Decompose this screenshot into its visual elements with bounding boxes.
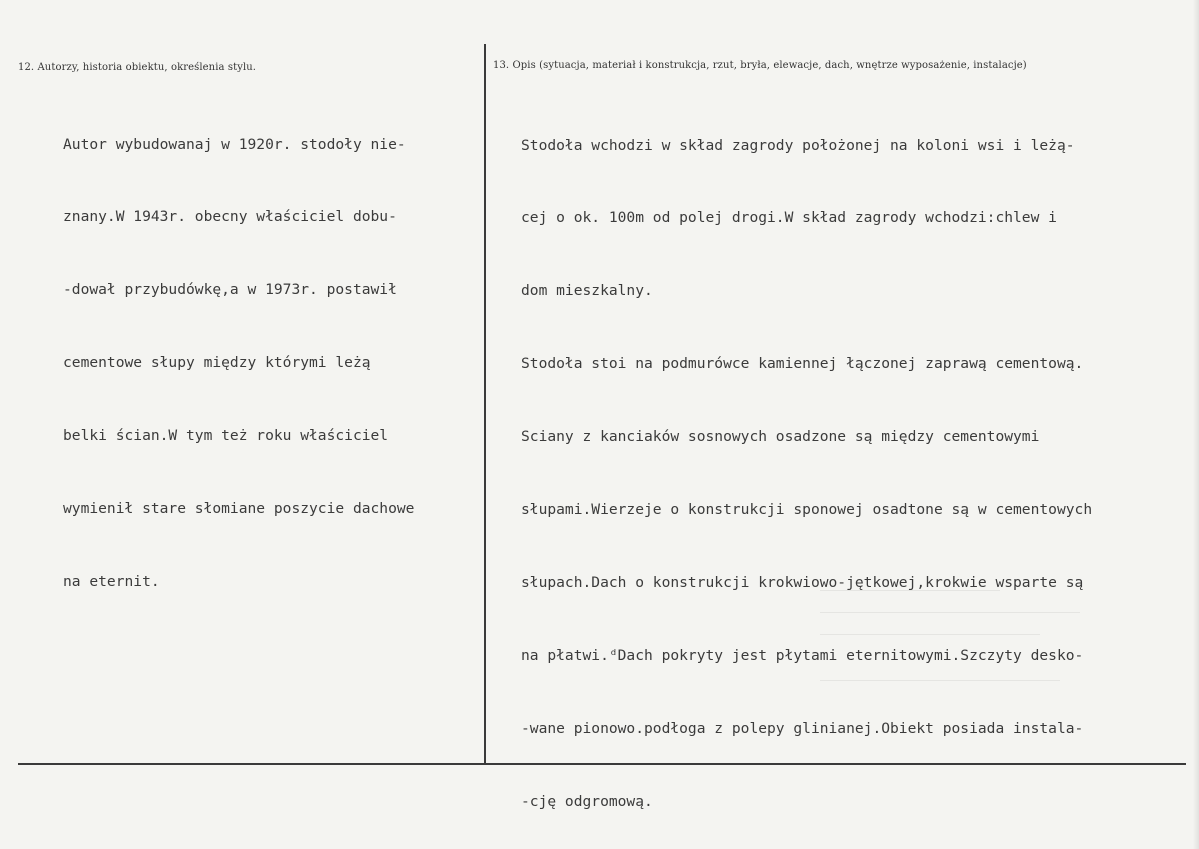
text-line: cementowe słupy między którymi leżą [63, 354, 371, 372]
text-line: Autor wybudowanaj w 1920r. stodoły nie- [63, 135, 406, 153]
column-divider [484, 44, 486, 764]
text-line: na eternit. [63, 572, 160, 590]
text-line: Stodoła wchodzi w skład zagrody położonej na koloni wsi i leżą- [521, 136, 1075, 154]
text-line: na płatwi.ᵈDach pokryty jest płytami eternitowymi.Szczyty desko- [521, 646, 1084, 664]
text-line: Stodoła stoi na podmurówce kamiennej łączonej zaprawą cementową. [521, 355, 1084, 373]
section-12-heading: 12. Autorzy, historia obiektu, określenia stylu. [18, 62, 257, 73]
card-edge-shadow [1193, 0, 1199, 849]
text-line: -cję odgromową. [521, 792, 653, 810]
text-line: dom mieszkalny. [521, 282, 653, 300]
text-line: belki ścian.W tym też roku właściciel [63, 427, 389, 445]
section-13-heading: 13. Opis (sytuacja, materiał i konstrukcja, rzut, bryła, elewacje, dach, wnętrze wyposażenie, instalacje) [493, 60, 1027, 71]
section-12-text [63, 84, 414, 643]
text-line: znany.W 1943r. obecny właściciel dobu- [63, 208, 397, 226]
text-line: -wane pionowo.podłoga z polepy glinianej.Obiekt posiada instala- [521, 719, 1084, 737]
text-line: cej o ok. 100m od polej drogi.W skład zagrody wchodzi:chlew i [521, 209, 1057, 227]
text-line: -dował przybudówkę,a w 1973r. postawił [63, 281, 397, 299]
text-line: Sciany z kanciaków sosnowych osadzone są między cementowymi [521, 428, 1040, 446]
text-line: słupami.Wierzeje o konstrukcji sponowej osadtone są w cementowych [521, 501, 1093, 519]
text-line: wymienił stare słomiane poszycie dachowe [63, 500, 415, 518]
section-13-text [521, 85, 1092, 849]
text-line: słupach.Dach o konstrukcji krokwiowo-jętkowej,krokwie wsparte są [521, 573, 1084, 591]
